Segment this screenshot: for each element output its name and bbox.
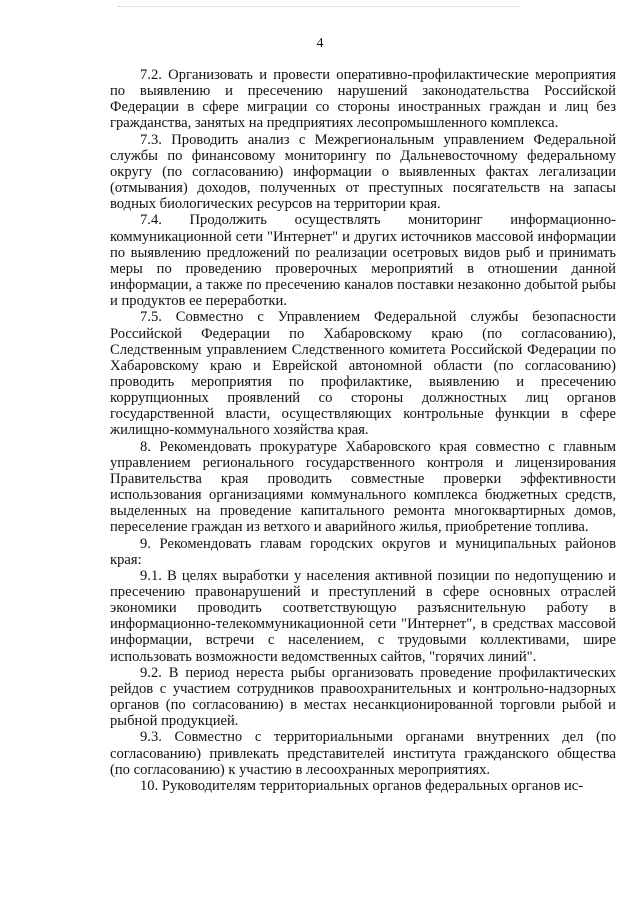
paragraph-8: 8. Рекомендовать прокуратуре Хабаровского края совместно с главным управлением регионального государственного контроля и лицензирования Правительства края проводить совместные проверки эффективности использования организациями коммунального комплекса бюджетных средств, выделенных на проведение капитального ремонта многоквартирных домов, переселение граждан из ветхого и аварийного жилья, приобретение топлива.	[110, 438, 616, 536]
page-number: 4	[316, 36, 324, 51]
paragraph-9-2: 9.2. В период нереста рыбы организовать проведение профилактических рейдов с участием сотрудников правоохранительных и контрольно-надзорных органов (по согласованию) в местах несанкционированной торговли рыбой и рыбной продукцией.	[110, 664, 616, 730]
paragraph-9-3: 9.3. Совместно с территориальными органами внутренних дел (по согласованию) привлекать представителей института гражданского общества (по согласованию) к участию в лесоохранных мероприятиях.	[110, 729, 616, 778]
paragraph-10: 10. Руководителям территориальных органов федеральных органов ис-	[140, 777, 584, 794]
paragraph-7-3: 7.3. Проводить анализ с Межрегиональным управлением Федеральной службы по финансовому мониторингу по Дальневосточному федеральному округу (по согласованию) информации о выявленных фактах легализации (отмывания) доходов, полученных от преступных посягательств на запасы водных биологических ресурсов на территории края.	[110, 131, 616, 213]
paragraph-7-5: 7.5. Совместно с Управлением Федеральной службы безопасности Российской Федерации по Хабаровскому краю (по согласованию), Следственным управлением Следственного комитета Российской Федерации по Хабаровскому краю и Еврейской автономной области (по согласованию) проводить мероприятия по профилактике, выявлению и пресечению коррупционных проявлений со стороны должностных лиц органов государственной власти, осуществляющих контрольные функции в сфере жилищно-коммунального хозяйства края.	[110, 309, 616, 439]
document-body	[110, 67, 616, 794]
paragraph-9-1: 9.1. В целях выработки у населения активной позиции по недопущению и пресечению правонарушений и преступлений в сфере основных отраслей экономики проводить соответствующую разъяснительную работу в информационно-телекоммуникационной сети "Интернет", в средствах массовой информации, встречи с населением, с трудовыми коллективами, шире использовать возможности ведомственных сайтов, "горячих линий".	[110, 567, 616, 665]
paragraph-9: 9. Рекомендовать главам городских округов и муниципальных районов края:	[110, 535, 616, 568]
scan-edge-line	[118, 6, 520, 7]
paragraph-7-4: 7.4. Продолжить осуществлять мониторинг информационно-коммуникационной сети "Интернет" и других источников массовой информации по выявлению предложений по реализации осетровых видов рыб и принимать меры по проведению проверочных мероприятий в отношении данной информации, а также по пресечению каналов поставки незаконно добытой рыбы и продуктов ее переработки.	[110, 212, 616, 310]
paragraph-7-2: 7.2. Организовать и провести оперативно-профилактические мероприятия по выявлению и пресечению нарушений законодательства Российской Федерации в сфере миграции со стороны иностранных граждан и лиц без гражданства, занятых на предприятиях лесопромышленного комплекса.	[110, 67, 616, 132]
